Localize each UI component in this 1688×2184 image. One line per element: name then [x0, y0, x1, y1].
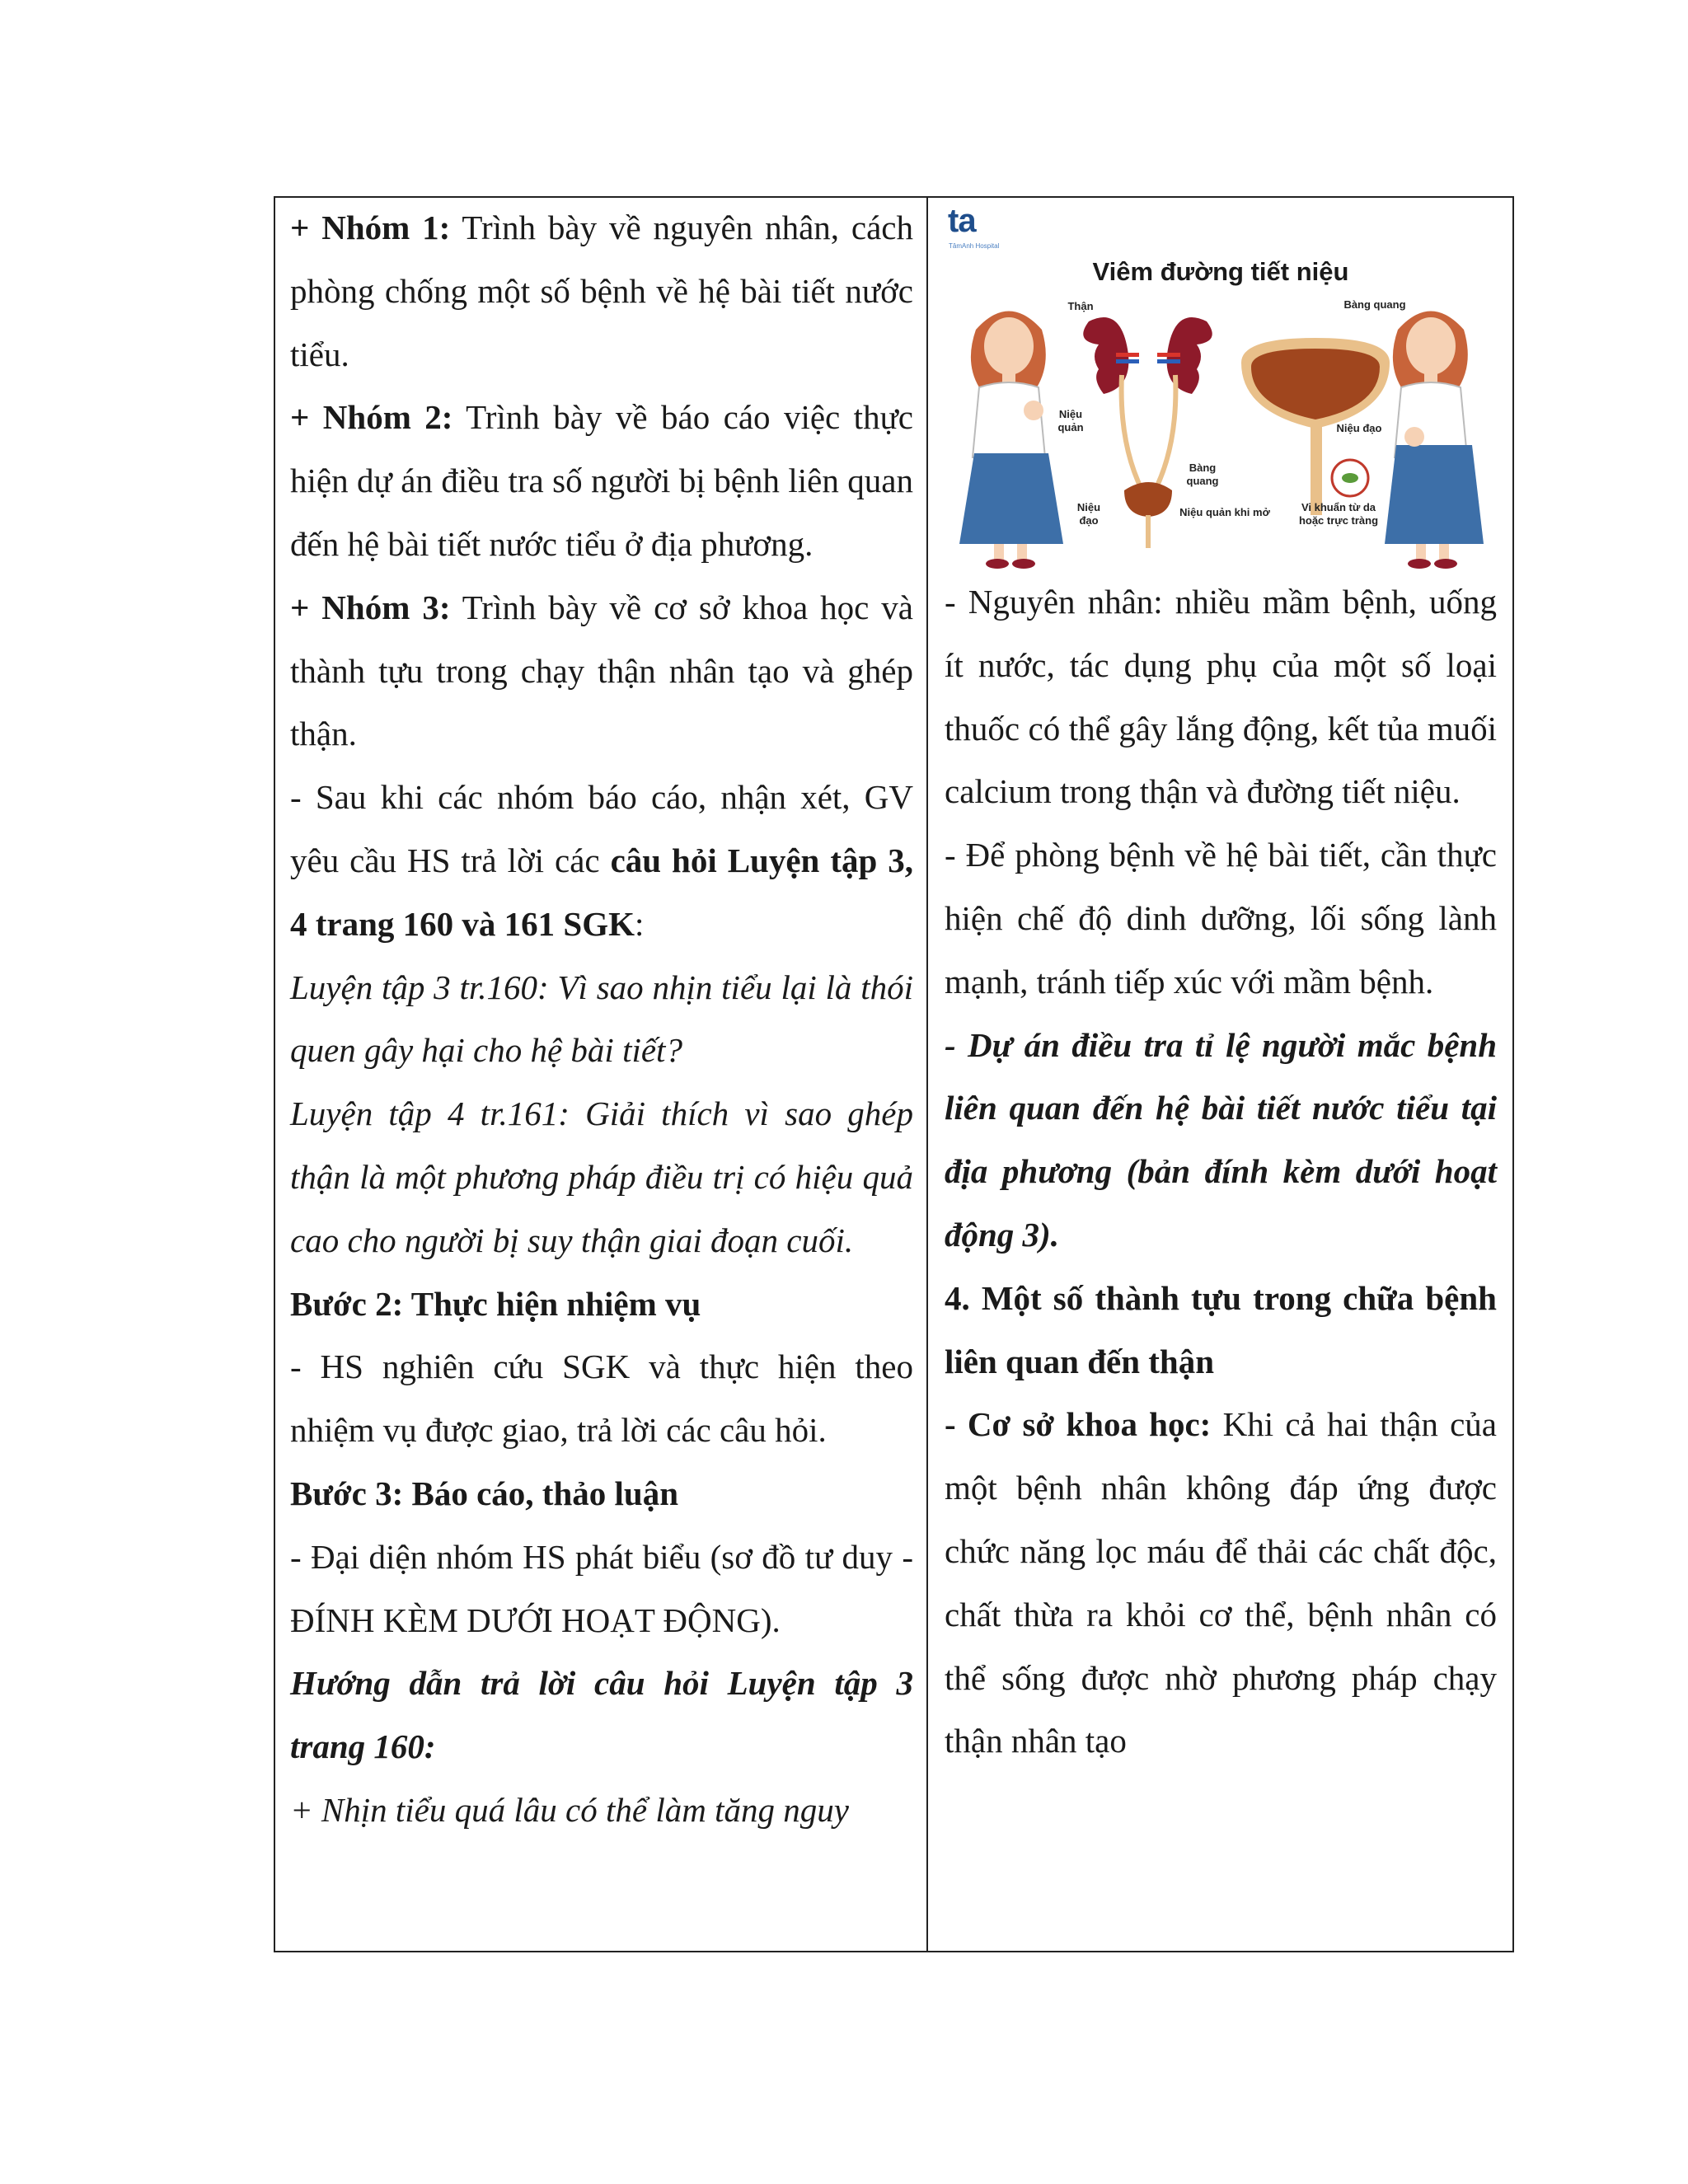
label-vi-khuan: Vi khuẩn từ da hoặc trực tràng — [1298, 501, 1379, 527]
label-bang-quang-mid: Bàng quang — [1186, 462, 1219, 487]
nhom1-label: + Nhóm 1: — [290, 209, 451, 246]
label-than: Thận — [1067, 300, 1094, 312]
lt4-question: Luyện tập 4 tr.161: Giải thích vì sao ghép thận là một phương pháp điều trị có hiệu quả cao cho người bị suy thận giai đoạn cuối. — [290, 1094, 913, 1259]
label-nieu-dao-right: Niệu đạo — [1336, 422, 1382, 434]
hospital-logo-subtitle: TâmAnh Hospital — [949, 242, 1000, 250]
step2-text: - HS nghiên cứu SGK và thực hiện theo nhiệm vụ được giao, trả lời các câu hỏi. — [290, 1347, 913, 1450]
nhom3-label: + Nhóm 3: — [290, 588, 451, 626]
nhom3-paragraph — [290, 576, 913, 766]
co-so-paragraph — [945, 1393, 1497, 1773]
label-nieu-dao-left: Niệu đạo — [1076, 501, 1101, 527]
woman-right-illustration — [1385, 312, 1484, 569]
hospital-logo: ta — [948, 203, 976, 239]
column-divider — [926, 198, 928, 1951]
co-so-text: Khi cả hai thận của một bệnh nhân không đáp ứng được chức năng lọc máu để thải các chất độc, chất thừa ra khỏi cơ thể, bệnh nhân có thể sống được nhờ phương pháp chạy thận nhân tạo — [945, 1405, 1498, 1760]
nhom2-label: + Nhóm 2: — [290, 398, 453, 437]
label-bang-quang-top: Bàng quang — [1343, 298, 1406, 311]
nguyen-nhan-paragraph: - Nguyên nhân: nhiều mầm bệnh, uống ít nước, tác dụng phụ của một số loại thuốc có thể gây lắng động, kết tủa muối calcium trong thận và đường tiết niệu. — [945, 583, 1497, 811]
after-report-text: - Sau khi các nhóm báo cáo, nhận xét, GV yêu cầu HS trả lời các — [290, 778, 913, 879]
left-column — [290, 198, 913, 1842]
woman-left-illustration — [959, 312, 1063, 569]
guide-text: + Nhịn tiểu quá lâu có thể làm tăng nguy — [290, 1790, 849, 1829]
guide-heading: Hướng dẫn trả lời câu hỏi Luyện tập 3 trang 160: — [290, 1664, 913, 1766]
nhom1-paragraph — [290, 196, 913, 386]
section4-heading: 4. Một số thành tựu trong chữa bệnh liên quan đến thận — [945, 1278, 1497, 1380]
du-an-paragraph: - Dự án điều tra tỉ lệ người mắc bệnh liên quan đến hệ bài tiết nước tiểu tại địa phương (bản đính kèm dưới hoạt động 3). — [945, 1025, 1497, 1254]
figure-title: Viêm đường tiết niệu — [1092, 257, 1349, 286]
phong-benh-paragraph: - Để phòng bệnh về hệ bài tiết, cần thực hiện chế độ dinh dưỡng, lối sống lành mạnh, tránh tiếp xúc với mầm bệnh. — [945, 836, 1497, 1001]
label-nieu-quan: Niệu quản — [1057, 408, 1084, 434]
step2-heading: Bước 2: Thực hiện nhiệm vụ — [290, 1284, 701, 1323]
after-report-end: : — [635, 904, 645, 943]
nhom2-paragraph — [290, 386, 913, 575]
nhom1-text: Trình bày về nguyên nhân, cách phòng chống một số bệnh về hệ bài tiết nước tiểu. — [290, 209, 913, 373]
after-report-paragraph — [290, 766, 913, 955]
nhom3-text: Trình bày về cơ sở khoa học và thành tựu trong chạy thận nhân tạo và ghép thận. — [290, 588, 913, 753]
content-table — [274, 196, 1514, 1952]
nhom2-text: Trình bày về báo cáo việc thực hiện dự án điều tra số người bị bệnh liên quan đến hệ bài tiết nước tiểu ở địa phương. — [290, 398, 913, 563]
step3-heading: Bước 3: Báo cáo, thảo luận — [290, 1474, 678, 1512]
step3-text: - Đại diện nhóm HS phát biểu (sơ đồ tư duy - ĐÍNH KÈM DƯỚI HOẠT ĐỘNG). — [290, 1537, 913, 1639]
after-report-bold: câu hỏi Luyện tập 3, 4 trang 160 và 161 SGK — [290, 841, 913, 943]
co-so-label: - Cơ sở khoa học: — [945, 1405, 1212, 1444]
lt3-question: Luyện tập 3 tr.160: Vì sao nhịn tiểu lại là thói quen gây hại cho hệ bài tiết? — [290, 968, 913, 1070]
label-nieu-quan-khi-mo: Niệu quản khi mở — [1179, 506, 1270, 518]
urinary-infection-figure — [945, 198, 1497, 570]
right-column — [945, 198, 1497, 1773]
